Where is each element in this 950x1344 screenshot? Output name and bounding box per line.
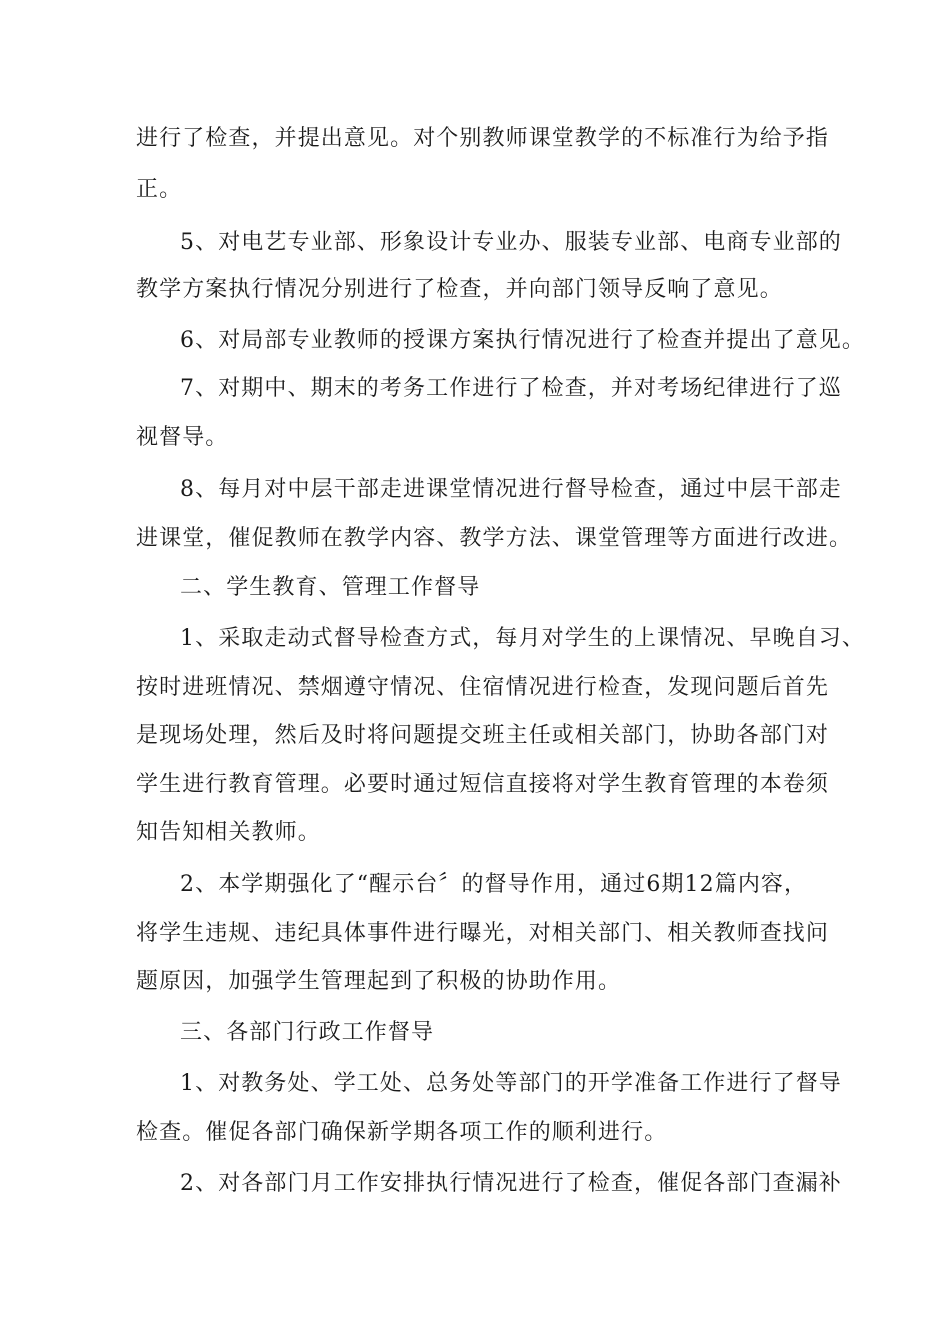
text-line: 学生进行教育管理。必要时通过短信直接将对学生教育管理的本卷须: [136, 772, 830, 797]
text-line: 5、对电艺专业部、形象设计专业办、服装专业部、电商专业部的: [180, 230, 842, 255]
text-line: 视督导。: [136, 425, 229, 450]
text-line: 进行了检查，并提出意见。对个别教师课堂教学的不标准行为给予指: [136, 126, 830, 151]
text-line: 2、本学期强化了“醒示台〞的督导作用，通过6期12篇内容，: [180, 872, 808, 897]
text-line: 7、对期中、期末的考务工作进行了检查，并对考场纪律进行了巡: [180, 376, 842, 401]
text-line: 进课堂，催促教师在教学内容、教学方法、课堂管理等方面进行改进。: [136, 526, 853, 551]
text-line: 按时进班情况、禁烟遵守情况、住宿情况进行检查，发现问题后首先: [136, 675, 830, 700]
text-line: 8、每月对中层干部走进课堂情况进行督导检查，通过中层干部走: [180, 477, 842, 502]
text-line: 题原因，加强学生管理起到了积极的协助作用。: [136, 969, 622, 994]
text-line: 2、对各部门月工作安排执行情况进行了检查，催促各部门查漏补: [180, 1171, 842, 1196]
text-line: 是现场处理，然后及时将问题提交班主任或相关部门，协助各部门对: [136, 723, 830, 748]
text-line: 1、对教务处、学工处、总务处等部门的开学准备工作进行了督导: [180, 1071, 842, 1096]
text-line: 教学方案执行情况分别进行了检查，并向部门领导反响了意见。: [136, 277, 783, 302]
text-line: 1、采取走动式督导检查方式，每月对学生的上课情况、早晚自习、: [180, 626, 865, 651]
text-line: 将学生违规、违纪具体事件进行曝光，对相关部门、相关教师查找问: [136, 921, 830, 946]
text-line: 检查。催促各部门确保新学期各项工作的顺利进行。: [136, 1120, 668, 1145]
section-heading: 二、学生教育、管理工作督导: [180, 575, 481, 600]
section-heading: 三、各部门行政工作督导: [180, 1020, 435, 1045]
text-line: 正。: [136, 177, 183, 202]
text-line: 知告知相关教师。: [136, 820, 321, 845]
text-line: 6、对局部专业教师的授课方案执行情况进行了检查并提出了意见。: [180, 328, 865, 353]
